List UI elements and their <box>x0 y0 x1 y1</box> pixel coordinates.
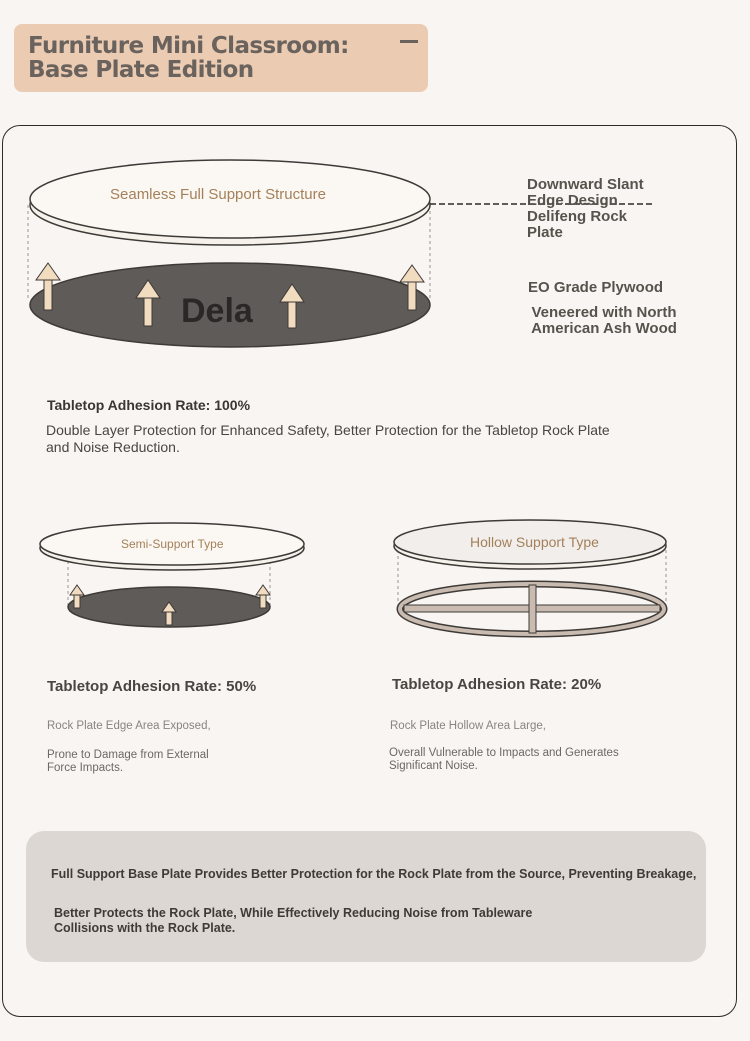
semi-support-top-label: Semi-Support Type <box>121 537 224 551</box>
callout-rock-plate: Delifeng Rock Plate <box>527 208 628 241</box>
hollow-support-adhesion: Tabletop Adhesion Rate: 20% <box>392 676 602 693</box>
semi-support-note-1: Rock Plate Edge Area Exposed, <box>47 720 211 732</box>
hollow-support-note-2: Overall Vulnerable to Impacts and Generates Significant Noise. <box>389 747 619 772</box>
full-support-adhesion: Tabletop Adhesion Rate: 100% <box>47 397 251 413</box>
page-title: Furniture Mini Classroom: Base Plate Edition <box>28 33 349 83</box>
summary-box <box>26 831 706 962</box>
hollow-support-top-label: Hollow Support Type <box>470 534 599 550</box>
callout-plywood: EO Grade Plywood <box>528 279 664 296</box>
callout-ash-veneer: Veneered with North American Ash Wood <box>531 304 677 337</box>
watermark-text: Dela <box>181 292 253 330</box>
full-support-top-label: Seamless Full Support Structure <box>110 186 326 203</box>
semi-support-adhesion: Tabletop Adhesion Rate: 50% <box>47 678 257 695</box>
title-dash-decoration <box>400 40 418 43</box>
summary-line-1: Full Support Base Plate Provides Better Protection for the Rock Plate from the Source, Preventing Breakage, <box>51 867 697 881</box>
callout-edge-design: Downward Slant Edge Design <box>527 176 644 209</box>
summary-line-2: Better Protects the Rock Plate, While Effectively Reducing Noise from Tableware Collisions with the Rock Plate. <box>54 906 533 935</box>
title-banner <box>14 24 428 92</box>
hollow-support-note-1: Rock Plate Hollow Area Large, <box>390 720 546 732</box>
semi-support-diagram <box>38 515 310 630</box>
full-support-description: Double Layer Protection for Enhanced Safety, Better Protection for the Tabletop Rock Plate and Noise Reduction. <box>46 422 610 455</box>
semi-support-note-2: Prone to Damage from External Force Impacts. <box>47 749 209 774</box>
hollow-crossbar-vertical <box>529 585 536 633</box>
